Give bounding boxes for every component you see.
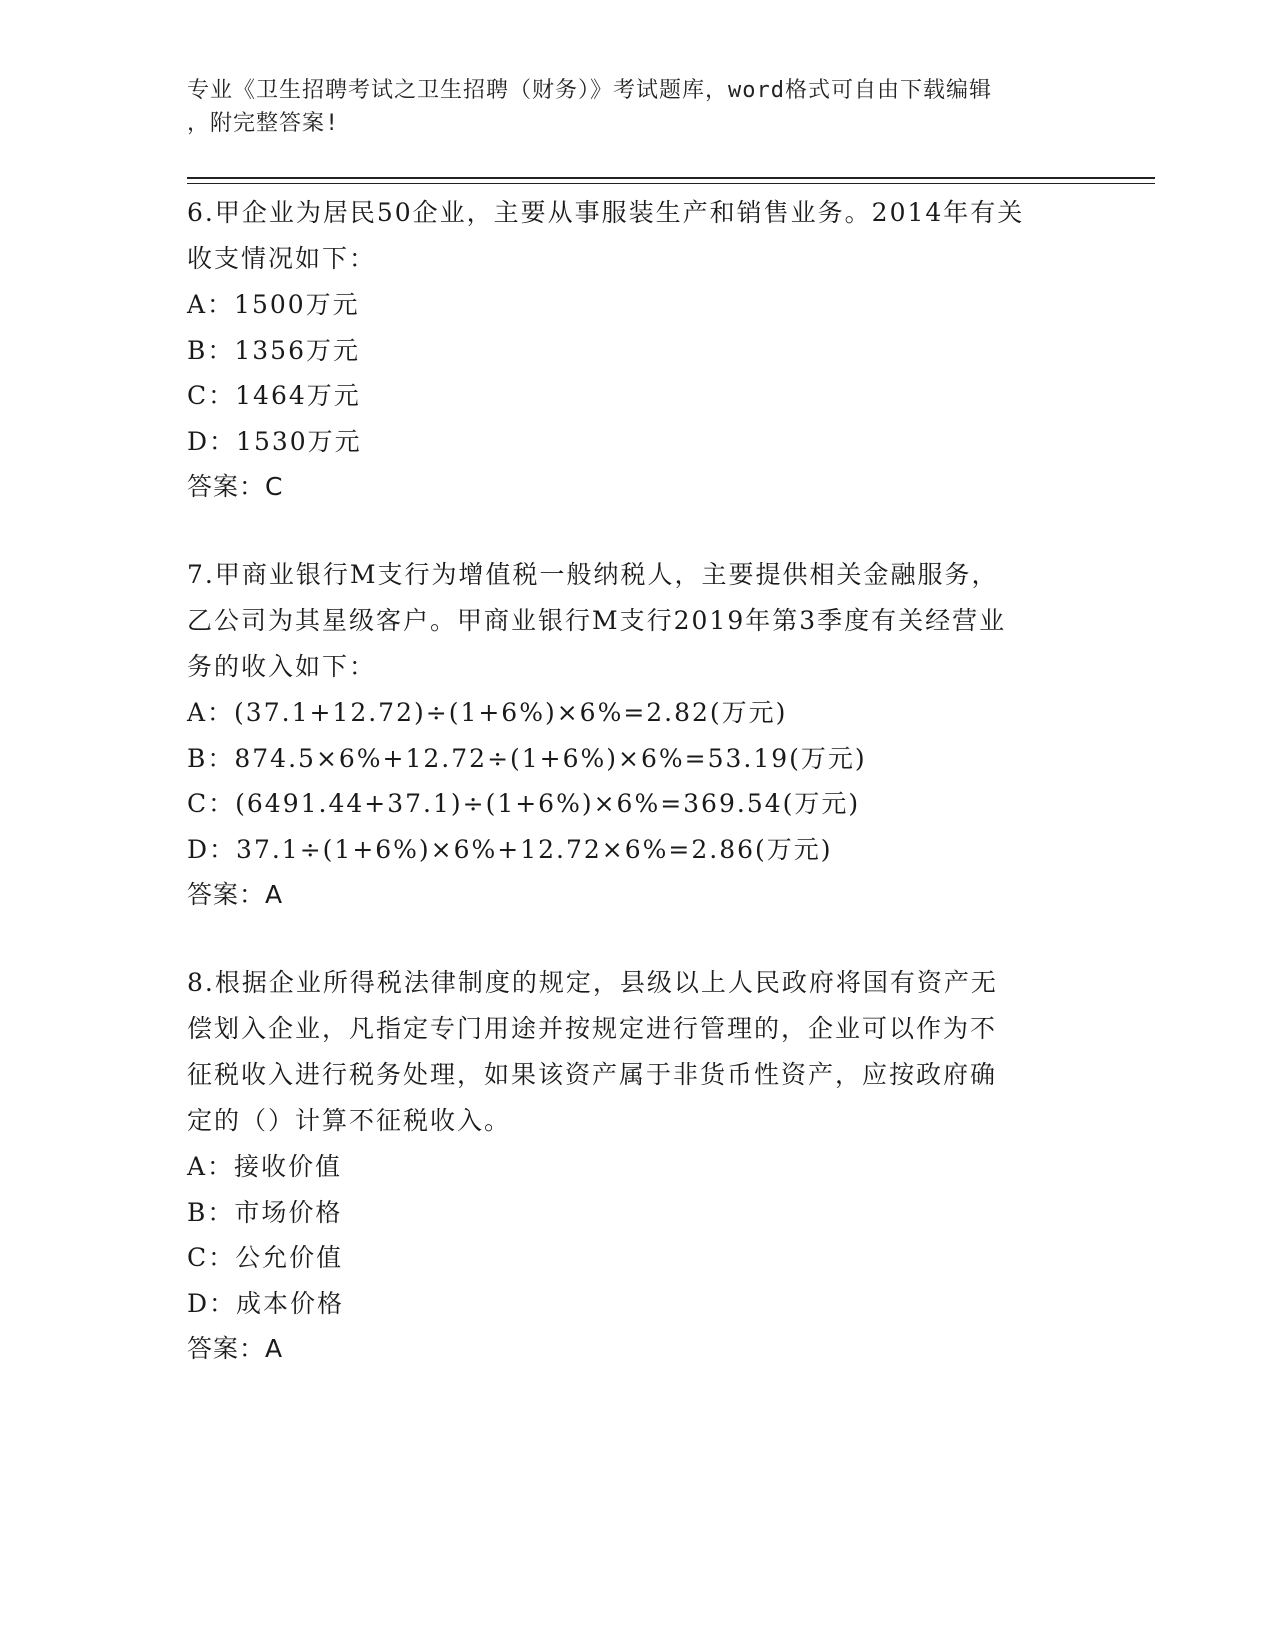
question-stem-line: 定的（）计算不征税收入。	[187, 1106, 512, 1135]
header-divider-thin	[187, 183, 1155, 184]
option-b: B：1356万元	[187, 335, 360, 365]
option-c: C：1464万元	[187, 381, 361, 410]
question-stem-line: 乙公司为其星级客户。甲商业银行M支行2019年第3季度有关经营业	[187, 606, 1007, 635]
option-b: B：874.5×6%+12.72÷(1+6%)×6%=53.19(万元)	[187, 743, 867, 773]
option-a: A：(37.1+12.72)÷(1+6%)×6%=2.82(万元)	[187, 698, 788, 727]
answer: 答案：A	[187, 880, 284, 909]
question-7	[187, 552, 1087, 918]
answer: 答案：C	[187, 472, 284, 501]
option-a: A：接收价值	[187, 1152, 343, 1181]
document-header	[187, 74, 1067, 140]
question-8	[187, 960, 1087, 1372]
option-a: A：1500万元	[187, 290, 360, 319]
question-stem-line: 征税收入进行税务处理，如果该资产属于非货币性资产，应按政府确	[187, 1060, 998, 1089]
question-stem-line: 7.甲商业银行M支行为增值税一般纳税人，主要提供相关金融服务，	[187, 560, 999, 589]
question-stem-line: 8.根据企业所得税法律制度的规定，县级以上人民政府将国有资产无	[187, 968, 998, 997]
answer: 答案：A	[187, 1334, 284, 1363]
option-c: C：公允价值	[187, 1243, 344, 1272]
header-divider	[187, 177, 1155, 179]
option-c: C：(6491.44+37.1)÷(1+6%)×6%=369.54(万元)	[187, 789, 861, 818]
question-stem-line: 收支情况如下：	[187, 244, 377, 273]
question-stem-line: 6.甲企业为居民50企业，主要从事服装生产和销售业务。2014年有关	[187, 198, 1025, 227]
option-d: D：1530万元	[187, 426, 362, 456]
header-line: ，附完整答案!	[187, 111, 340, 136]
option-d: D：37.1÷(1+6%)×6%+12.72×6%=2.86(万元)	[187, 834, 833, 864]
question-stem-line: 务的收入如下：	[187, 652, 377, 681]
header-line: 专业《卫生招聘考试之卫生招聘（财务）》考试题库，word格式可自由下载编辑	[187, 78, 992, 103]
option-d: D：成本价格	[187, 1288, 345, 1318]
question-stem-line: 偿划入企业，凡指定专门用途并按规定进行管理的，企业可以作为不	[187, 1014, 998, 1043]
question-6	[187, 190, 1087, 510]
option-b: B：市场价格	[187, 1197, 343, 1227]
